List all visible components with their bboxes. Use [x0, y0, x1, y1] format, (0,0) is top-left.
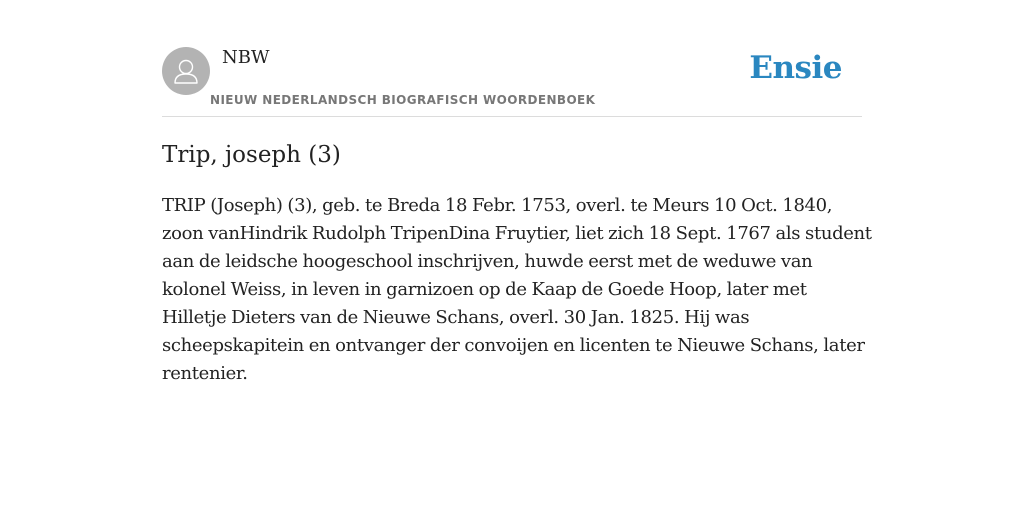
source-header	[162, 46, 862, 117]
source-name[interactable]: NBW	[222, 47, 270, 68]
article-title: Trip, joseph (3)	[162, 142, 341, 168]
source-full-name: NIEUW NEDERLANDSCH BIOGRAFISCH WOORDENBOEK	[210, 93, 596, 107]
article-body: TRIP (Joseph) (3), geb. te Breda 18 Febr. 1753, overl. te Meurs 10 Oct. 1840, zoon vanHindrik Rudolph TripenDina Fruytier, liet zich 18 Sept. 1767 als student aan de leidsche hoogeschool inschrijven, huwde eerst met de weduwe van kolonel Weiss, in leven in garnizoen op de Kaap de Goede Hoop, later met Hilletje Dieters van de Nieuwe Schans, overl. 30 Jan. 1825. Hij was scheepskapitein en ontvanger der convoijen en licenten te Nieuwe Schans, later rentenier.	[162, 195, 872, 384]
brand-logo[interactable]: Ensie	[749, 50, 842, 86]
user-silhouette-icon[interactable]	[162, 47, 210, 95]
